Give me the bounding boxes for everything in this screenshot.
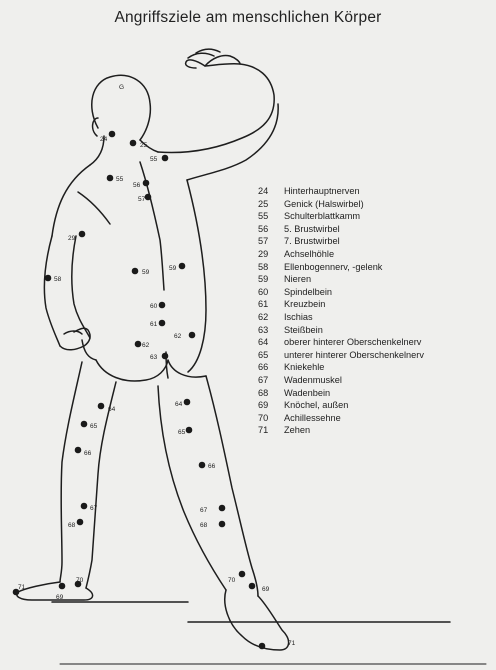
marker-59 <box>169 263 185 272</box>
marker-dot <box>130 140 137 147</box>
legend-row <box>258 336 493 349</box>
marker-67 <box>200 505 225 514</box>
legend-label: Ischias <box>284 311 313 322</box>
marker-71 <box>13 584 26 595</box>
marker-number: 56 <box>133 182 141 189</box>
legend-label: unterer hinterer Oberschenkelnerv <box>284 349 424 360</box>
legend-row <box>258 223 493 236</box>
legend-number: 69 <box>258 400 269 411</box>
legend-label: Ellenbogennerv, -gelenk <box>284 261 383 272</box>
marker-dot <box>107 175 114 182</box>
legend-list <box>258 185 493 437</box>
marker-dot <box>199 462 206 469</box>
marker-dot <box>159 320 166 327</box>
marker-70 <box>228 571 245 584</box>
marker-number: 68 <box>68 522 76 529</box>
legend-number: 67 <box>258 374 269 385</box>
marker-dot <box>45 275 52 282</box>
legend-label: Zehen <box>284 425 311 436</box>
marker-25 <box>130 140 148 149</box>
marker-number: 58 <box>54 276 62 283</box>
marker-number: 65 <box>90 423 98 430</box>
legend-row <box>258 273 493 286</box>
hip-left <box>82 340 96 360</box>
marker-dot <box>219 521 226 528</box>
marker-60 <box>150 302 165 310</box>
marker-69 <box>249 583 270 593</box>
marker-dot <box>249 583 256 590</box>
legend-number: 29 <box>258 248 269 259</box>
marker-dot <box>132 268 139 275</box>
marker-66 <box>75 447 92 457</box>
marker-57 <box>138 194 151 203</box>
legend-label: 5. Brustwirbel <box>284 223 340 234</box>
marker-dot <box>162 155 169 162</box>
legend-label: Steißbein <box>284 324 323 335</box>
marker-dot <box>81 421 88 428</box>
marker-dot <box>79 231 86 238</box>
marker-number: 71 <box>18 584 26 591</box>
marker-dot <box>219 505 226 512</box>
marker-dot <box>59 583 66 590</box>
left-arm-inner <box>72 236 90 338</box>
shoulder-blade-left <box>78 192 110 224</box>
raised-fingers <box>188 49 220 58</box>
legend-row <box>258 349 493 362</box>
left-leg-outer <box>60 362 82 582</box>
legend-number: 70 <box>258 412 269 423</box>
torso-right <box>187 180 206 372</box>
marker-dot <box>159 302 166 309</box>
legend-label: Achselhöhle <box>284 248 335 259</box>
marker-dot <box>145 194 152 201</box>
legend-label: Schulterblattkamm <box>284 211 361 222</box>
right-foot <box>225 590 289 650</box>
marker-number: 69 <box>262 586 270 593</box>
marker-70 <box>75 577 84 587</box>
legend-label: Spindelbein <box>284 286 333 297</box>
legend-number: 66 <box>258 362 269 373</box>
legend-number: 63 <box>258 324 269 335</box>
legend-label: Wadenbein <box>284 387 331 398</box>
legend-label: 7. Brustwirbel <box>284 236 340 247</box>
marker-58 <box>45 275 62 283</box>
marker-number: 67 <box>200 507 208 514</box>
legend-number: 58 <box>258 261 269 272</box>
marker-55 <box>150 155 168 163</box>
marker-number: 69 <box>56 594 64 601</box>
marker-dot <box>179 263 186 270</box>
marker-number: 57 <box>138 196 146 203</box>
legend-row <box>258 399 493 412</box>
marker-dot <box>189 332 196 339</box>
legend-label: Genick (Halswirbel) <box>284 198 364 209</box>
marker-64 <box>98 403 116 413</box>
marker-dot <box>75 447 82 454</box>
left-hand-fingers <box>64 331 82 334</box>
marker-69 <box>56 583 65 601</box>
legend-label: Hinterhauptnerven <box>284 186 360 196</box>
legend-number: 62 <box>258 311 269 322</box>
marker-55 <box>107 175 124 183</box>
marker-number: 67 <box>90 505 98 512</box>
marker-68 <box>68 519 83 529</box>
marker-number: 63 <box>150 354 158 361</box>
marker-68 <box>200 521 225 529</box>
legend-number: 56 <box>258 223 269 234</box>
raised-arm-outer <box>158 64 274 153</box>
marker-59 <box>132 268 150 276</box>
legend-number: 65 <box>258 349 269 360</box>
marker-number: 64 <box>108 406 116 413</box>
legend-row <box>258 248 493 261</box>
marker-62 <box>135 341 150 349</box>
legend-number: 61 <box>258 299 269 310</box>
legend-row <box>258 185 493 198</box>
legend-row <box>258 298 493 311</box>
marker-65 <box>81 421 98 430</box>
marker-number: 55 <box>150 156 158 163</box>
legend-number: 55 <box>258 211 269 222</box>
right-leg-outer <box>206 376 258 596</box>
legend-label: Kniekehle <box>284 362 325 373</box>
head-mark: G <box>119 84 125 91</box>
marker-number: 62 <box>174 333 182 340</box>
legend-row <box>258 324 493 337</box>
left-arm-outer <box>44 236 60 346</box>
marker-number: 60 <box>150 303 158 310</box>
legend-row <box>258 286 493 299</box>
torso-left <box>52 165 90 236</box>
marker-65 <box>178 427 192 436</box>
legend-row <box>258 198 493 211</box>
legend-number: 60 <box>258 286 269 297</box>
marker-dot <box>186 427 193 434</box>
legend-label: Knöchel, außen <box>284 400 349 411</box>
marker-dot <box>162 353 169 360</box>
raised-hand <box>186 55 240 68</box>
marker-number: 70 <box>76 577 84 584</box>
marker-number: 61 <box>150 321 158 328</box>
legend-row <box>258 210 493 223</box>
legend-number: 64 <box>258 337 269 348</box>
legend-row <box>258 387 493 400</box>
marker-dot <box>259 643 266 650</box>
marker-number: 66 <box>84 450 92 457</box>
marker-number: 64 <box>175 401 183 408</box>
legend-number: 59 <box>258 274 269 285</box>
marker-dot <box>98 403 105 410</box>
marker-71 <box>259 640 296 649</box>
legend-label: oberer hinterer Oberschenkelnerv <box>284 337 422 348</box>
marker-67 <box>81 503 98 512</box>
legend-label: Kreuzbein <box>284 299 326 310</box>
legend-row <box>258 424 493 437</box>
legend-number: 24 <box>258 186 269 196</box>
marker-64 <box>175 399 190 408</box>
legend-row <box>258 361 493 374</box>
marker-61 <box>150 320 165 328</box>
legend-label: Nieren <box>284 274 312 285</box>
legend-number: 68 <box>258 387 269 398</box>
legend-label: Wadenmuskel <box>284 374 342 385</box>
marker-number: 25 <box>140 142 148 149</box>
legend-row <box>258 412 493 425</box>
legend-row <box>258 311 493 324</box>
marker-66 <box>199 462 216 470</box>
marker-62 <box>174 332 195 340</box>
legend-label: Achillessehne <box>284 412 341 423</box>
marker-number: 68 <box>200 522 208 529</box>
marker-number: 70 <box>228 577 236 584</box>
legend-number: 71 <box>258 425 269 436</box>
marker-dot <box>135 341 142 348</box>
marker-number: 62 <box>142 342 150 349</box>
marker-number: 65 <box>178 429 186 436</box>
marker-number: 24 <box>100 136 108 143</box>
marker-dot <box>109 131 116 138</box>
marker-number: 59 <box>169 265 177 272</box>
legend-row <box>258 261 493 274</box>
marker-dot <box>143 180 150 187</box>
legend-number: 57 <box>258 236 269 247</box>
legend-row <box>258 374 493 387</box>
marker-dot <box>184 399 191 406</box>
legend-row <box>258 235 493 248</box>
marker-number: 71 <box>288 640 296 647</box>
marker-24 <box>100 131 115 143</box>
diagram-title: Angriffsziele am menschlichen Körper <box>114 9 382 26</box>
marker-number: 59 <box>142 269 150 276</box>
marker-dot <box>239 571 246 578</box>
marker-dot <box>77 519 84 526</box>
marker-number: 29 <box>68 235 76 242</box>
marker-number: 66 <box>208 463 216 470</box>
marker-number: 55 <box>116 176 124 183</box>
marker-dot <box>81 503 88 510</box>
legend-number: 25 <box>258 198 269 209</box>
